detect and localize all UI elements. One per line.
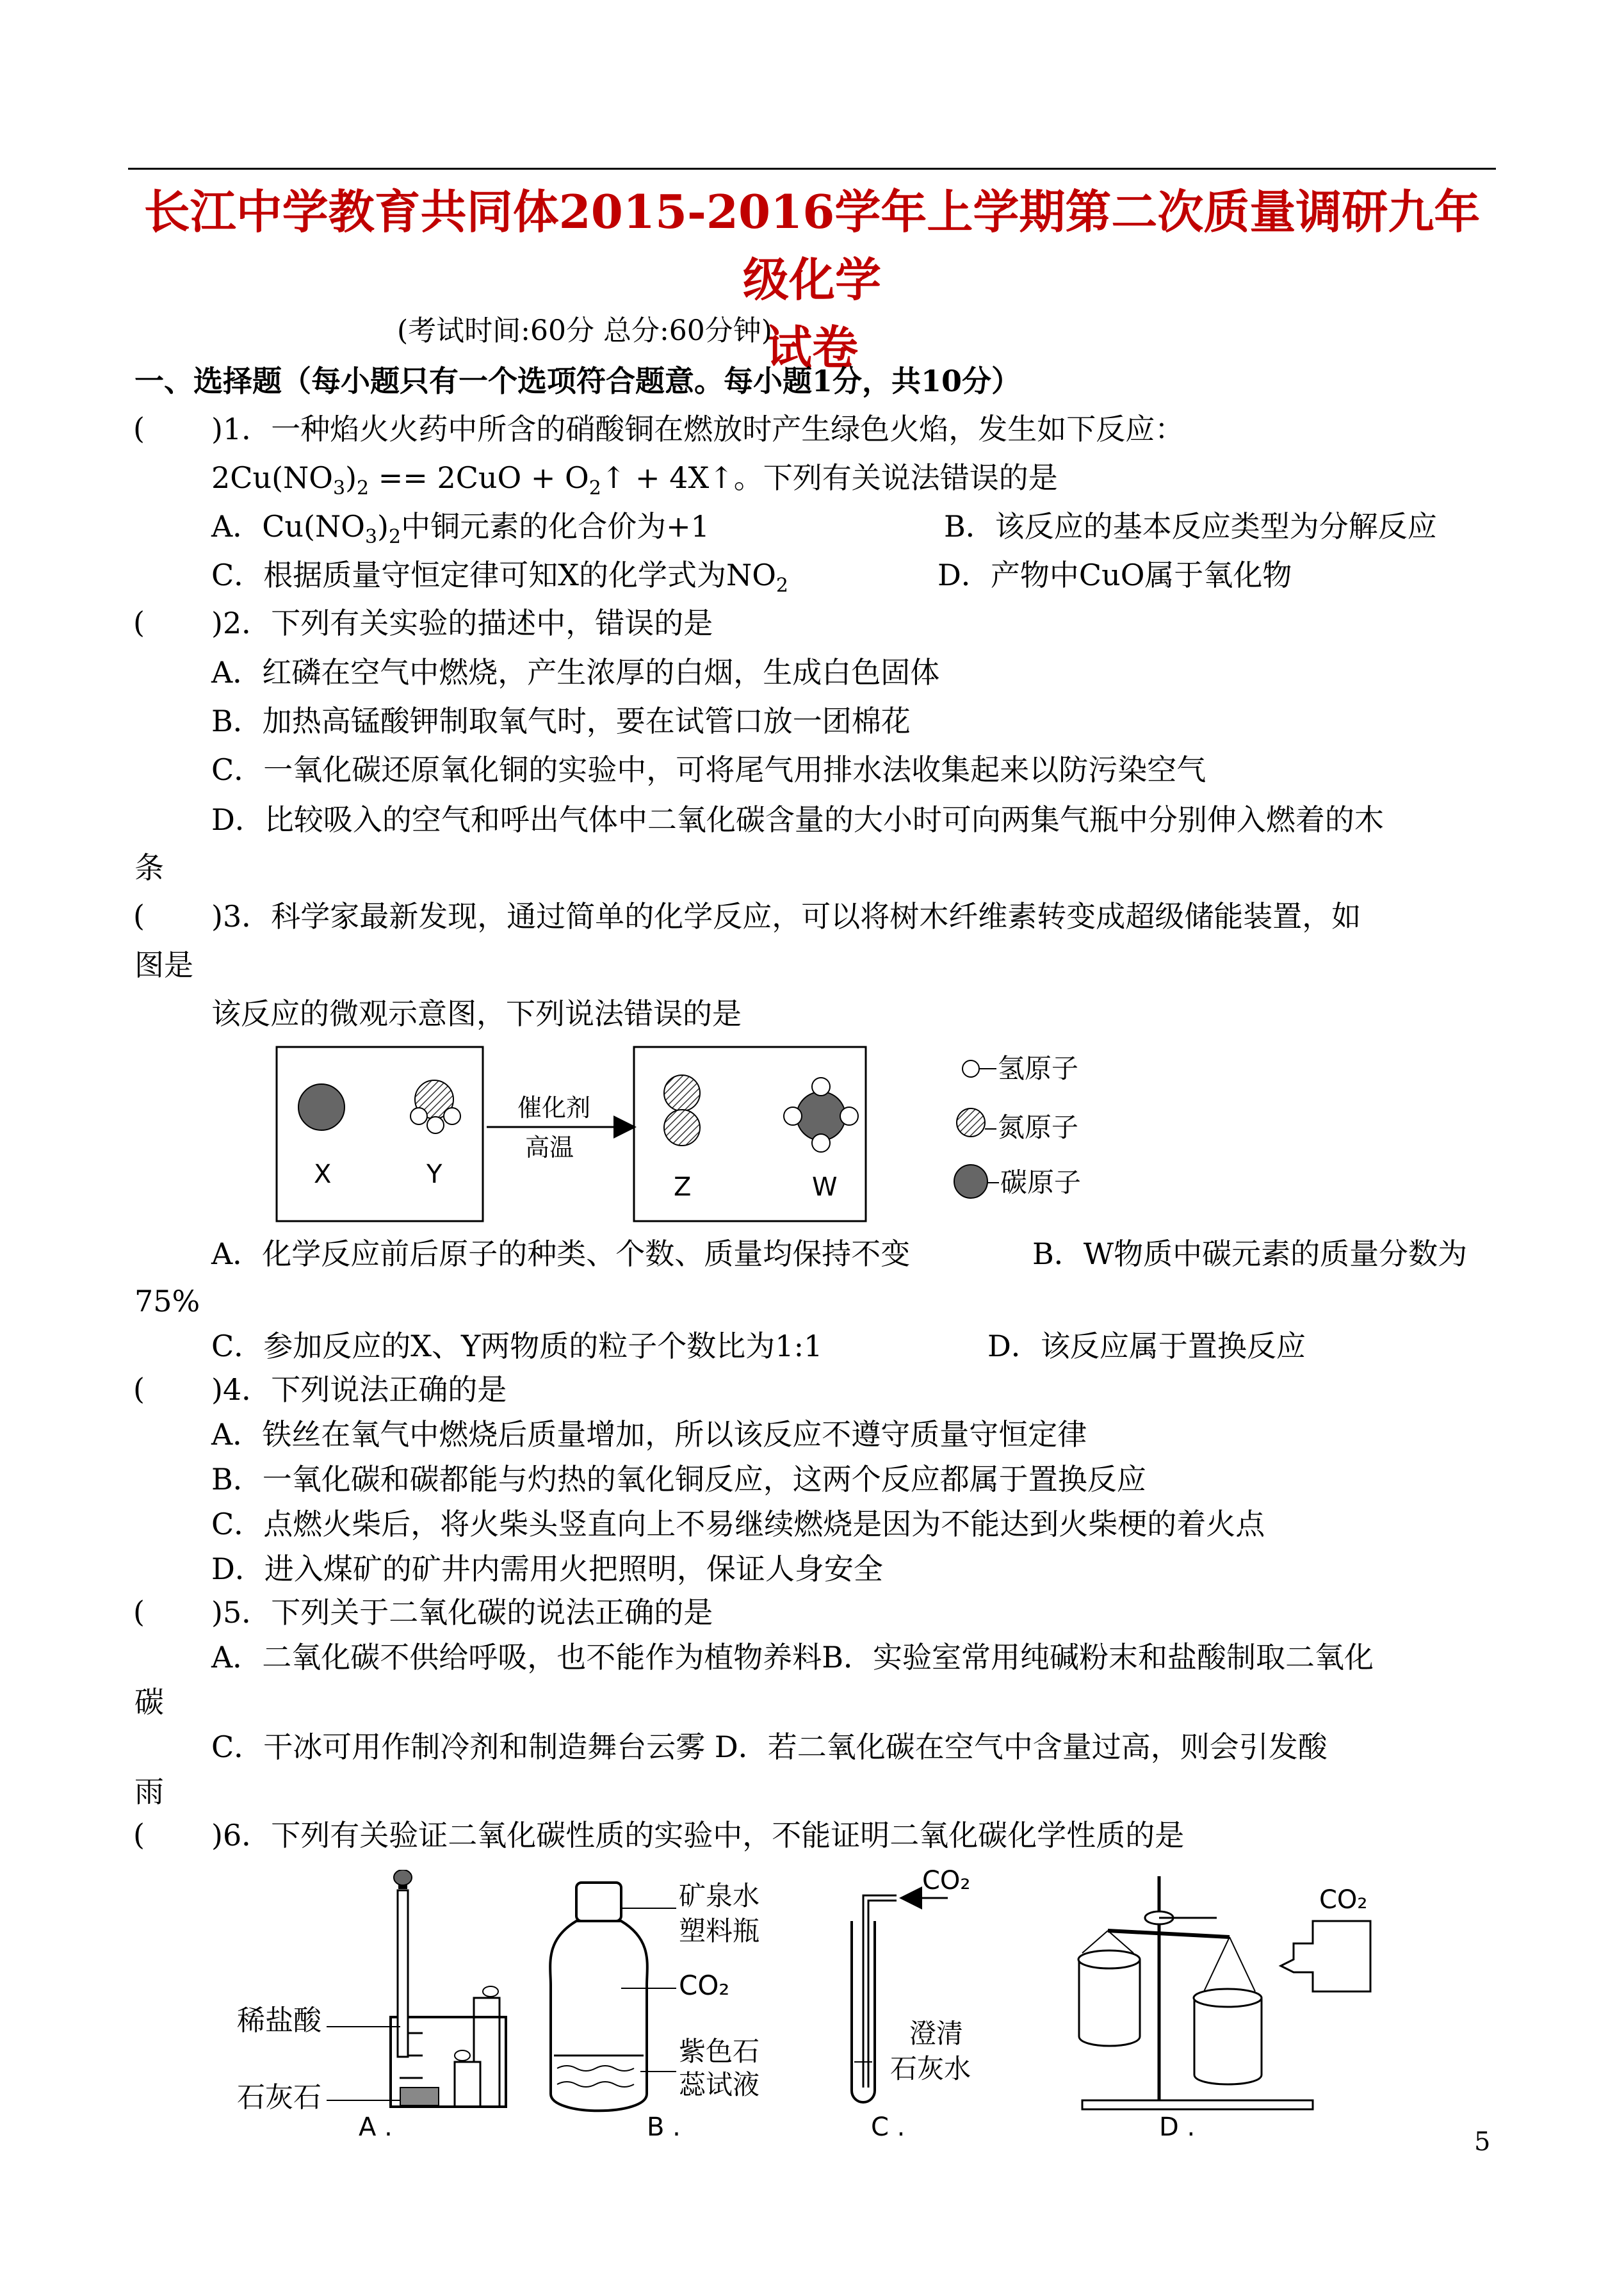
- label-w: W: [812, 1172, 838, 1202]
- legend-h: 氢原子: [998, 1053, 1079, 1084]
- fig-c-label-2: 澄清: [909, 2018, 964, 2049]
- answer-paren: (: [133, 898, 145, 933]
- fig-b-label-1: 矿泉水: [679, 1880, 760, 1911]
- carbon-atom-x: [298, 1084, 345, 1130]
- q2-option-d-cont: 条: [134, 850, 164, 885]
- q4-option-c: C．点燃火柴后，将火柴头竖直向上不易继续燃烧是因为不能达到火柴梗的着火点: [211, 1507, 1265, 1541]
- title-line-2: 试卷: [765, 320, 858, 375]
- co2-bottle: [1281, 1921, 1370, 1991]
- q1-option-d: D．产物中CuO属于氧化物: [938, 558, 1292, 592]
- title-line-1: 长江中学教育共同体2015-2016学年上学期第二次质量调研九年级化学: [143, 184, 1481, 307]
- q2-option-d: D．比较吸入的空气和呼出气体中二氧化碳含量的大小时可向两集气瓶中分别伸入燃着的木: [211, 802, 1384, 837]
- q3-option-b-cont: 75%: [134, 1284, 200, 1318]
- stand-base: [1082, 2100, 1313, 2109]
- q3-option-d: D．该反应属于置换反应: [987, 1329, 1306, 1363]
- legend-c-symbol: [954, 1165, 987, 1198]
- q1-option-b: B．该反应的基本反应类型为分解反应: [944, 509, 1437, 544]
- q2-option-a: A．红磷在空气中燃烧，产生浓厚的白烟，生成白色固体: [211, 655, 940, 690]
- fig-c-label-3: 石灰水: [890, 2053, 971, 2084]
- fig-c-label-1: CO₂: [922, 1870, 971, 1895]
- dropper-tube: [398, 1890, 408, 2057]
- q5-option-cd-cont: 雨: [134, 1774, 164, 1809]
- q3-micro-diagram: [275, 1041, 1165, 1233]
- q6-stem: )6．下列有关验证二氧化碳性质的实验中，不能证明二氧化碳化学性质的是: [211, 1818, 1185, 1853]
- limestone: [400, 2088, 439, 2105]
- catalyst-label: 催化剂: [517, 1094, 591, 1122]
- bottle-cap: [576, 1883, 621, 1921]
- legend-h-symbol: [962, 1060, 979, 1077]
- q3-stem: )3．科学家最新发现，通过简单的化学反应，可以将树木纤维素转变成超级储能装置，如: [211, 899, 1361, 934]
- legend-c: 碳原子: [1000, 1167, 1082, 1198]
- fig-b-label-2: 塑料瓶: [679, 1915, 760, 1947]
- fig-a-caption: A .: [359, 2113, 393, 2139]
- q2-option-c: C．一氧化碳还原氧化铜的实验中，可将尾气用排水法收集起来以防污染空气: [211, 752, 1206, 787]
- answer-paren: (: [133, 411, 145, 446]
- q5-option-cd: C．干冰可用作制冷剂和制造舞台云雾 D．若二氧化碳在空气中含量过高，则会引发酸: [211, 1730, 1328, 1764]
- page-title: [128, 178, 1496, 382]
- figure-d: [1078, 1876, 1370, 2139]
- q4-stem: )4．下列说法正确的是: [211, 1372, 507, 1407]
- q5-option-ab: A．二氧化碳不供给呼吸，也不能作为植物养料B．实验室常用纯碱粉末和盐酸制取二氧化: [211, 1640, 1374, 1675]
- fig-b-label-3: CO₂: [679, 1970, 730, 2001]
- fig-d-label-1: CO₂: [1319, 1885, 1368, 1915]
- answer-paren: (: [133, 605, 145, 640]
- dropper-bulb: [394, 1870, 412, 1885]
- fig-a-label-1: 稀盐酸: [237, 2004, 321, 2037]
- q4-option-d: D．进入煤矿的矿井内需用火把照明，保证人身安全: [211, 1552, 883, 1586]
- label-x: X: [314, 1160, 332, 1189]
- q3-option-b: B．W物质中碳元素的质量分数为: [1032, 1237, 1468, 1271]
- fig-c-caption: C .: [871, 2113, 905, 2139]
- answer-paren: (: [133, 1817, 145, 1852]
- answer-paren: (: [133, 1372, 145, 1406]
- q1-stem: )1．一种焰火火药中所含的硝酸铜在燃放时产生绿色火焰，发生如下反应：: [211, 412, 1185, 446]
- carbon-atom-w: [797, 1092, 845, 1140]
- fig-b-label-5: 蕊试液: [679, 2069, 760, 2100]
- q5-option-ab-cont: 碳: [134, 1685, 164, 1719]
- q6-figures: [231, 1870, 1498, 2139]
- q2-option-b: B．加热高锰酸钾制取氧气时，要在试管口放一团棉花: [211, 704, 911, 738]
- fig-b-caption: B .: [647, 2113, 681, 2139]
- label-z: Z: [674, 1172, 692, 1202]
- exam-meta: (考试时间:60分 总分:60分钟): [397, 314, 772, 347]
- section-heading: 一、选择题（每小题只有一个选项符合题意。每小题1分，共10分）: [134, 364, 1021, 398]
- right-cup: [1194, 1998, 1262, 2084]
- nitrogen-atom-z1: [664, 1075, 700, 1111]
- fig-d-caption: D .: [1159, 2113, 1196, 2139]
- fig-b-label-4: 紫色石: [679, 2036, 760, 2067]
- figure-c: [852, 1870, 971, 2139]
- left-cup: [1079, 1959, 1140, 2046]
- q4-option-a: A．铁丝在氧气中燃烧后质量增加，所以该反应不遵守质量守恒定律: [211, 1417, 1087, 1452]
- q1-option-a: A．$Cu(NO_3)_2$中铜元素的化合价为+1: [211, 509, 710, 548]
- balance-beam: [1108, 1931, 1230, 1937]
- q3-option-c: C．参加反应的X、Y两物质的粒子个数比为1:1: [211, 1329, 823, 1363]
- q1-option-c: C．根据质量守恒定律可知X的化学式为$NO_2$: [211, 558, 788, 597]
- q2-stem: )2．下列有关实验的描述中，错误的是: [211, 606, 713, 640]
- q5-stem: )5．下列关于二氧化碳的说法正确的是: [211, 1595, 713, 1630]
- q1-equation: $2Cu(NO_3)_2 == 2CuO$ + $O_2↑$ + 4X↑。下列有关说法错误的是: [211, 460, 1058, 499]
- header-rule: [128, 168, 1496, 170]
- q4-option-b: B．一氧化碳和碳都能与灼热的氧化铜反应，这两个反应都属于置换反应: [211, 1462, 1146, 1496]
- figure-b: [550, 1880, 759, 2139]
- answer-paren: (: [133, 1594, 145, 1629]
- temperature-label: 高温: [525, 1133, 574, 1162]
- reactants-box: [277, 1047, 483, 1221]
- page-number: 5: [1474, 2127, 1491, 2157]
- fig-a-label-2: 石灰石: [237, 2081, 321, 2114]
- q3-stem-cont: 图是: [134, 948, 193, 982]
- figure-a: [237, 1870, 506, 2139]
- legend-n-symbol: [957, 1108, 985, 1137]
- nitrogen-atom-z2: [664, 1110, 700, 1146]
- q3-stem-cont2: 该反应的微观示意图，下列说法错误的是: [211, 996, 742, 1031]
- label-y: Y: [426, 1160, 443, 1189]
- q3-option-a: A．化学反应前后原子的种类、个数、质量均保持不变: [211, 1237, 911, 1271]
- legend-n: 氮原子: [998, 1112, 1079, 1143]
